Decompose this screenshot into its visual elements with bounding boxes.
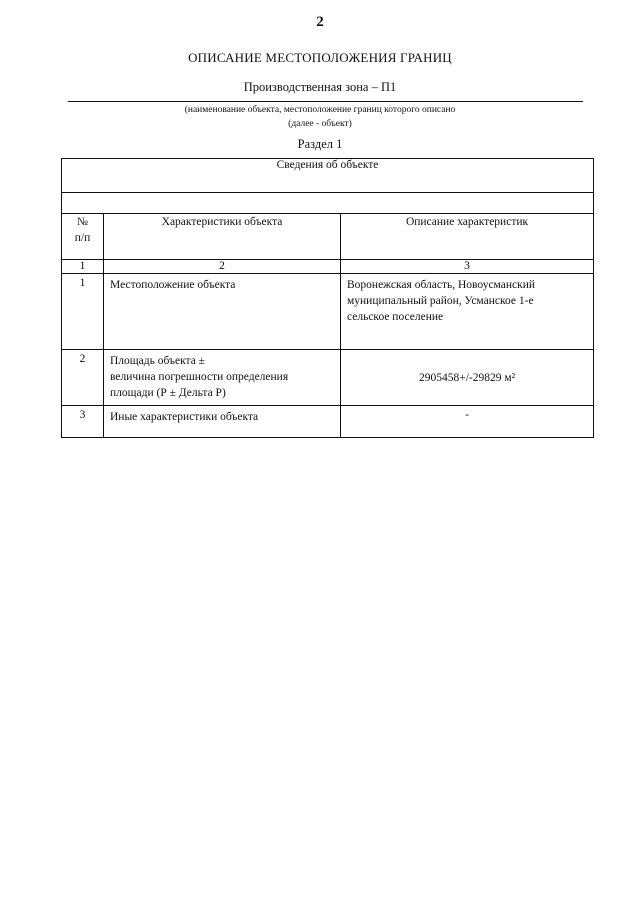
object-name-caption [0,103,640,131]
document-title: ОПИСАНИЕ МЕСТОПОЛОЖЕНИЯ ГРАНИЦ [188,50,452,65]
table-row [62,406,594,438]
page-number: 2 [316,14,324,30]
row-number: 3 [62,406,104,438]
row-characteristic [104,406,341,438]
column-header-no-line1: № [77,216,88,228]
caption-line-1: (наименование объекта, местоположение границ которого описано [184,105,456,115]
row-characteristic [104,350,341,406]
row-description: - [341,406,594,438]
characteristic-line: площади (Р ± Дельта Р) [110,387,226,399]
table-header: Сведения об объекте [62,159,594,193]
column-header-row [62,214,594,260]
table-empty-cell [62,193,594,214]
section-title: Раздел 1 [297,137,343,151]
column-number-2: 2 [104,260,341,274]
row-description: 2905458+/-29829 м² [341,350,594,406]
table-row [62,350,594,406]
characteristic-line: величина погрешности определения [110,371,289,383]
characteristic-line: Местоположение объекта [110,279,236,291]
column-header-no [62,214,104,260]
object-name: Производственная зона – П1 [243,80,397,94]
object-name-underline [68,101,583,102]
row-number: 1 [62,274,104,350]
object-info-table [61,158,594,438]
characteristic-line: Иные характеристики объекта [110,411,259,423]
caption-line-2: (далее - объект) [288,119,352,129]
table-empty-row [62,193,594,214]
row-number: 2 [62,350,104,406]
row-description [341,274,594,350]
characteristic-line: Площадь объекта ± [110,355,205,367]
description-line: сельское поселение [347,311,444,323]
column-header-description: Описание характеристик [341,214,594,260]
row-characteristic [104,274,341,350]
column-header-no-line2: п/п [74,232,91,244]
table-header-row [62,159,594,193]
column-number-1: 1 [62,260,104,274]
column-header-characteristics: Характеристики объекта [104,214,341,260]
column-number-row [62,260,594,274]
table-row [62,274,594,350]
description-line: муниципальный район, Усманское 1-е [347,295,534,307]
column-number-3: 3 [341,260,594,274]
description-line: Воронежская область, Новоусманский [347,279,536,291]
